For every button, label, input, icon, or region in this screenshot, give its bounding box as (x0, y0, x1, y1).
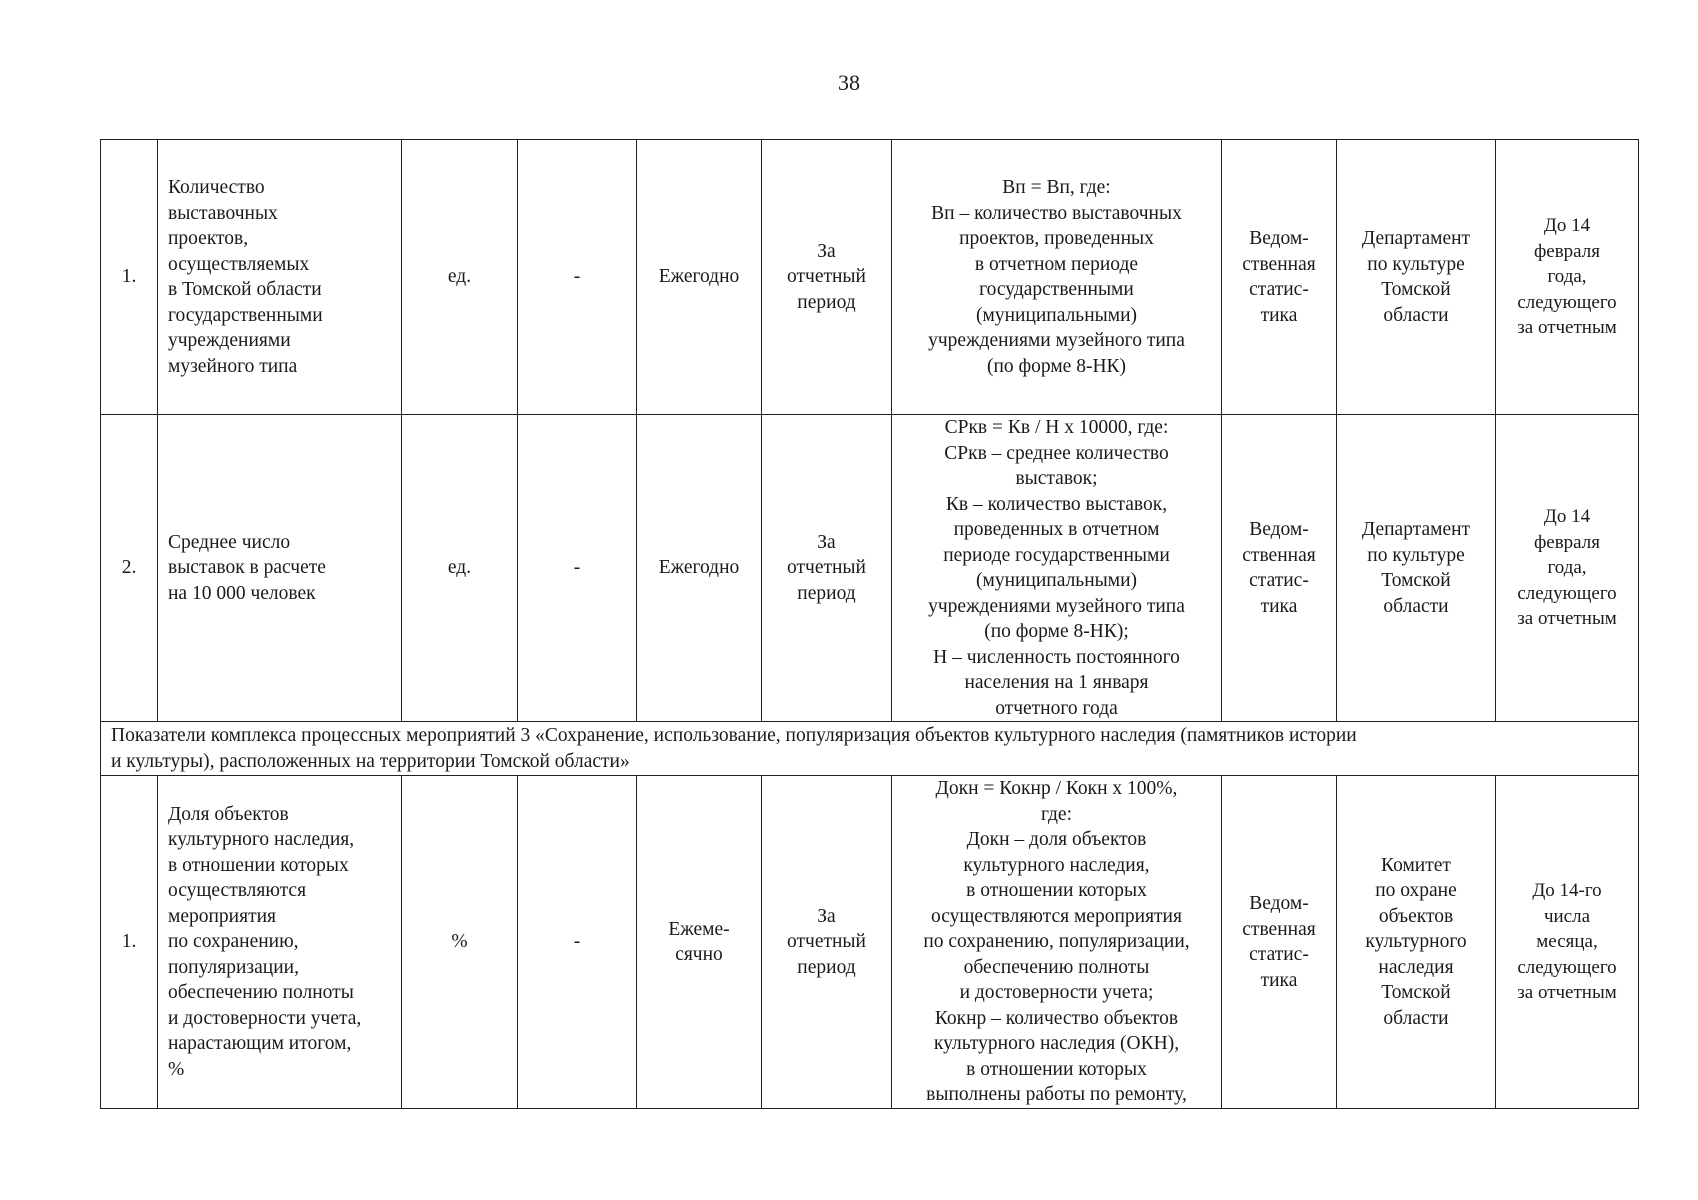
indicator-name: Количество выставочных проектов, осуществляемых в Томской области государственными учреждениями музейного типа (158, 140, 402, 415)
period-cell: За отчетный период (762, 140, 892, 415)
row-number: 1. (101, 140, 158, 415)
indicator-name: Среднее число выставок в расчете на 10 000 человек (158, 415, 402, 722)
responsible-cell: Комитет по охране объектов культурного наследия Томской области (1337, 776, 1496, 1109)
dash-cell: - (518, 415, 637, 722)
table-row (101, 415, 1639, 722)
section-title: Показатели комплекса процессных мероприятий 3 «Сохранение, использование, популяризация объектов культурного наследия (памятников истории и культуры), расположенных на территории Томской области» (101, 722, 1639, 776)
row-number: 2. (101, 415, 158, 722)
frequency-cell: Ежеме- сячно (637, 776, 762, 1109)
page-number: 38 (838, 70, 860, 95)
responsible-cell: Департамент по культуре Томской области (1337, 140, 1496, 415)
section-header-row (101, 722, 1639, 776)
responsible-cell: Департамент по культуре Томской области (1337, 415, 1496, 722)
frequency-cell: Ежегодно (637, 415, 762, 722)
dash-cell: - (518, 140, 637, 415)
source-cell: Ведом- ственная статис- тика (1222, 140, 1337, 415)
source-cell: Ведом- ственная статис- тика (1222, 415, 1337, 722)
row-number: 1. (101, 776, 158, 1109)
deadline-cell: До 14-го числа месяца, следующего за отчетным (1496, 776, 1639, 1109)
unit-cell: % (402, 776, 518, 1109)
indicators-table (100, 139, 1639, 1109)
frequency-cell: Ежегодно (637, 140, 762, 415)
table-row (101, 776, 1639, 1109)
source-cell: Ведом- ственная статис- тика (1222, 776, 1337, 1109)
formula-cell: Докн = Кокнр / Кокн x 100%, где: Докн – доля объектов культурного наследия, в отношении которых осуществляются мероприятия по сохранению, популяризации, обеспечению полноты и достоверности учета; Кокнр – количество объектов культурного наследия (ОКН), в отношении которых выполнены работы по ремонту, (892, 776, 1222, 1109)
period-cell: За отчетный период (762, 415, 892, 722)
formula-cell: СРкв = Кв / Н x 10000, где: СРкв – среднее количество выставок; Кв – количество выставок, проведенных в отчетном периоде государственными (муниципальными) учреждениями музейного типа (по форме 8-НК); Н – численность постоянного населения на 1 января отчетного года (892, 415, 1222, 722)
table-row (101, 140, 1639, 415)
unit-cell: ед. (402, 415, 518, 722)
formula-cell: Вп = Вп, где: Вп – количество выставочных проектов, проведенных в отчетном периоде государственными (муниципальными) учреждениями музейного типа (по форме 8-НК) (892, 140, 1222, 415)
deadline-cell: До 14 февраля года, следующего за отчетным (1496, 140, 1639, 415)
period-cell: За отчетный период (762, 776, 892, 1109)
unit-cell: ед. (402, 140, 518, 415)
indicator-name: Доля объектов культурного наследия, в отношении которых осуществляются мероприятия по сохранению, популяризации, обеспечению полноты и достоверности учета, нарастающим итогом, % (158, 776, 402, 1109)
dash-cell: - (518, 776, 637, 1109)
deadline-cell: До 14 февраля года, следующего за отчетным (1496, 415, 1639, 722)
